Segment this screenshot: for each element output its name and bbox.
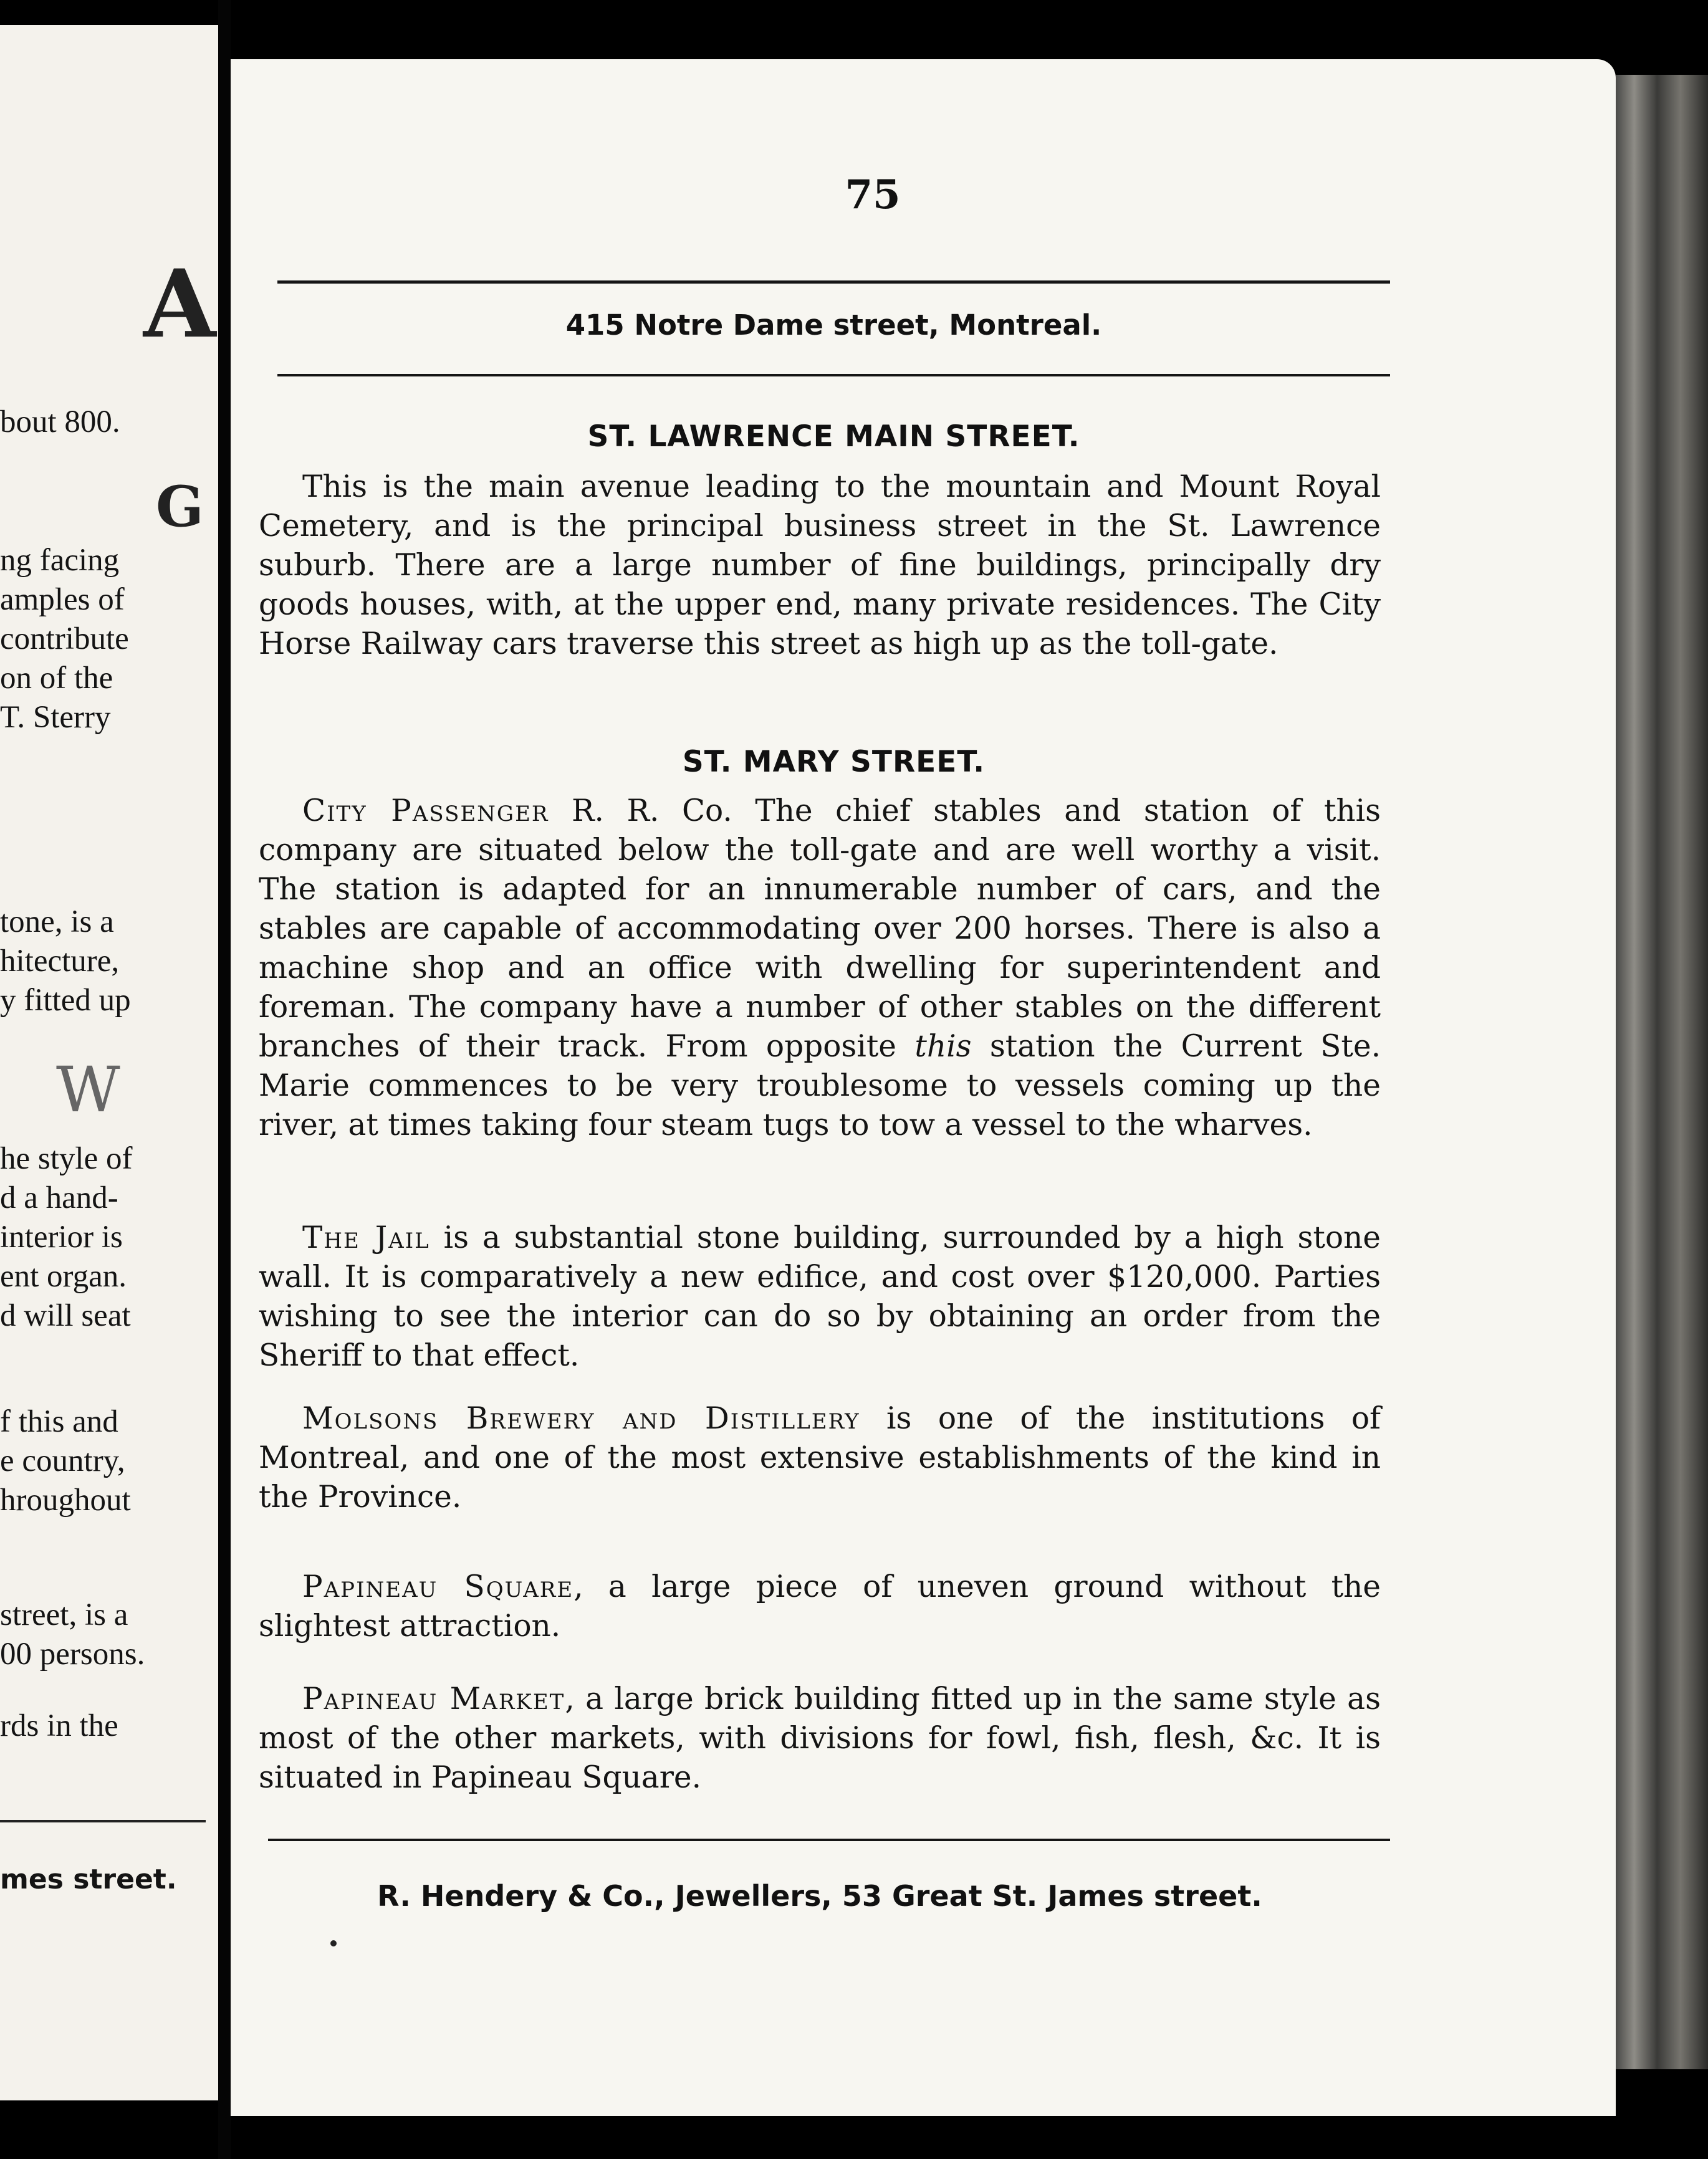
book-page — [231, 59, 1616, 2116]
section-heading: ST. LAWRENCE MAIN STREET. — [587, 419, 1080, 454]
paragraph-text: R. R. Co. The chief stables and station of this company are situated below the toll-gate and are well worthy a visit. The station is adapted for an innumerable number of cars, and the stables are capable of accommodating over 200 horses. There is also a machine shop and an office with dwelling for superintendent and foreman. The company have a number of other stables on the different branches of their track. From opposite — [259, 793, 1381, 1064]
header-bottom-rule — [277, 374, 1390, 376]
section-heading: ST. MARY STREET. — [682, 745, 986, 779]
left-page-line: street, is a — [0, 1597, 128, 1632]
left-page-rule — [0, 1820, 206, 1822]
running-header: 415 Notre Dame street, Montreal. — [565, 309, 1102, 342]
header-top-rule — [277, 280, 1390, 284]
paragraph-lead: Papineau Square — [302, 1569, 574, 1604]
paragraph-text: , a large piece of uneven ground without the slightest attraction. — [259, 1569, 1381, 1644]
paragraph-text: station the Current Ste. Marie commences to be very troublesome to vessels coming up the river, at times taking four steam tugs to tow a vessel to the wharves. — [259, 1029, 1381, 1142]
left-page-ornament: W — [56, 1053, 120, 1126]
papineau-square-paragraph — [259, 1568, 1381, 1646]
jail-paragraph — [259, 1218, 1381, 1376]
left-page-line: on of the — [0, 661, 113, 696]
molsons-paragraph — [259, 1399, 1381, 1517]
left-page-line: rds in the — [0, 1708, 118, 1743]
page-edges — [1616, 75, 1708, 2069]
left-page-ornament: A — [143, 249, 216, 359]
paragraph-text: is a substantial stone building, surrounded by a high stone wall. It is comparatively a new edifice, and cost over $120,000. Parties wishing to see the interior can do so by obtaining an order from the Sheriff to that effect. — [259, 1220, 1381, 1373]
left-page-line: amples of — [0, 582, 125, 617]
paragraph-lead: Molsons Brewery and Distillery — [302, 1401, 860, 1436]
left-page-line: bout 800. — [0, 405, 120, 439]
ink-speck — [330, 1940, 337, 1946]
left-page-line: e country, — [0, 1443, 125, 1478]
left-page-line: 00 persons. — [0, 1637, 145, 1672]
left-page-line: d will seat — [0, 1298, 131, 1333]
paragraph-lead: Papineau Market — [302, 1682, 565, 1716]
left-page-line: y fitted up — [0, 983, 131, 1018]
emphasis-text: this — [914, 1029, 972, 1064]
left-page-line: interior is — [0, 1220, 123, 1255]
paragraph-lead: The Jail — [302, 1220, 430, 1255]
left-facing-page — [0, 25, 218, 2100]
passenger-paragraph — [259, 792, 1381, 1145]
papineau-market-paragraph — [259, 1680, 1381, 1798]
left-page-line: he style of — [0, 1141, 133, 1176]
left-page-line: d a hand- — [0, 1180, 118, 1215]
left-page-line: contribute — [0, 621, 129, 656]
left-page-line: ent organ. — [0, 1259, 127, 1294]
left-page-line: hroughout — [0, 1483, 131, 1518]
footer-rule — [268, 1839, 1390, 1841]
page-footer: R. Hendery & Co., Jewellers, 53 Great St. James street. — [377, 1879, 1262, 1913]
book-gutter — [218, 0, 231, 2159]
paragraph-text: is one of the institutions of Montreal, and one of the most extensive establishments of the kind in the Province. — [259, 1401, 1381, 1515]
left-page-line: tone, is a — [0, 904, 114, 939]
paragraph-text: , a large brick building fitted up in the same style as most of the other markets, with divisions for fowl, fish, flesh, &c. It is situated in Papineau Square. — [259, 1682, 1381, 1795]
left-page-line: T. Sterry — [0, 700, 111, 735]
left-page-line: f this and — [0, 1404, 118, 1439]
section-paragraph: This is the main avenue leading to the mountain and Mount Royal Cemetery, and is the principal business street in the St. Lawrence suburb. There are a large number of fine buildings, principally dry goods houses, with, at the upper end, many private residences. The City Horse Railway cars traverse this street as high up as the toll-gate. — [259, 469, 1381, 661]
paragraph-lead: City Passenger — [302, 793, 549, 828]
page-number: 75 — [845, 171, 901, 218]
left-page-ornament: G — [156, 474, 204, 540]
left-page-line: hitecture, — [0, 944, 120, 979]
left-page-line: ng facing — [0, 543, 120, 578]
left-page-line: mes street. — [0, 1864, 177, 1895]
